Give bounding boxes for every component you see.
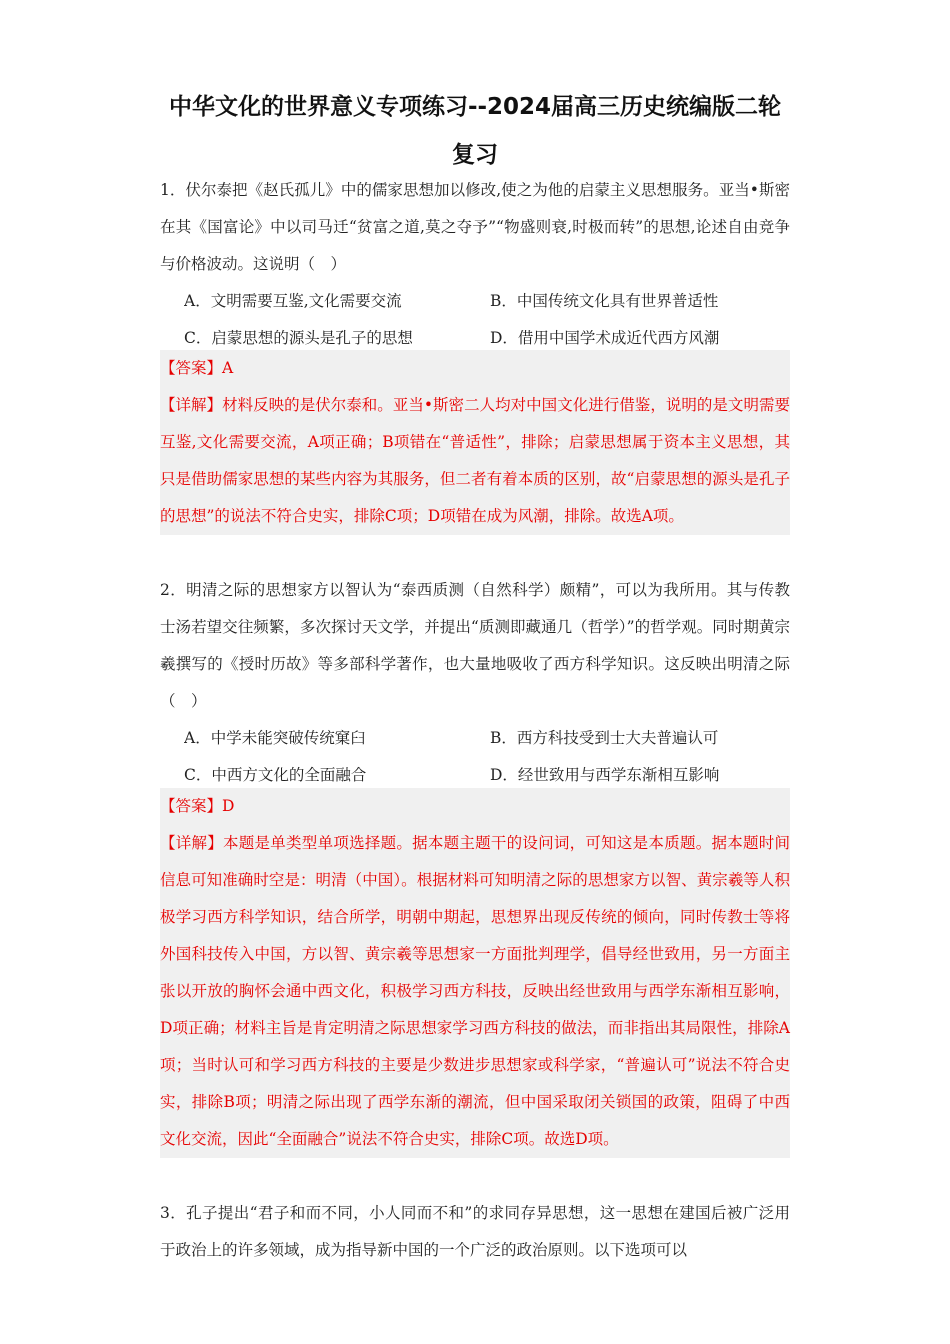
detail-text [160, 387, 790, 535]
page-title: 中华文化的世界意义专项练习--2024届高三历史统编版二轮 [168, 94, 782, 120]
answer-label: 【答案】 [160, 797, 223, 815]
detail-body: 材料反映的是伏尔泰和。亚当•斯密二人均对中国文化进行借鉴，说明的是文明需要互鉴,文化需要交流，A项正确；B项错在“普适性”，排除；启蒙思想属于资本主义思想，其只是借助儒家思想的某些内容为其服务，但二者有着本质的区别，故“启蒙思想的源头是孔子的思想”的说法不符合史实，排除C项；D项错在成为风潮，排除。故选A项。 [160, 396, 790, 525]
detail-body: 本题是单类型单项选择题。据本题主题干的设问词，可知这是本质题。据本题时间信息可知准确时空是：明清（中国）。根据材料可知明清之际的思想家方以智、黄宗羲等人积极学习西方科学知识，结合所学，明朝中期起，思想界出现反传统的倾向，同时传教士等将外国科技传入中国，方以智、黄宗羲等思想家一方面批判理学，倡导经世致用，另一方面主张以开放的胸怀会通中西文化，积极学习西方科技，反映出经世致用与西学东渐相互影响，D项正确；材料主旨是肯定明清之际思想家学习西方科技的做法，而非指出其局限性，排除A项；当时认可和学习西方科技的主要是少数进步思想家或科学家，“普遍认可”说法不符合史实，排除B项；明清之际出现了西学东渐的潮流，但中国采取闭关锁国的政策，阻碍了中西文化交流，因此“全面融合”说法不符合史实，排除C项。故选D项。 [160, 834, 790, 1148]
question-stem: 2．明清之际的思想家方以智认为“泰西质测（自然科学）颇精”，可以为我所用。其与传教士汤若望交往频繁，多次探讨天文学，并提出“质测即藏通几（哲学）”的哲学观。同时期黄宗羲撰写的《授时历故》等多部科学著作，也大量地吸收了西方科学知识。这反映出明清之际（ ） [160, 581, 790, 710]
question-2 [160, 572, 790, 794]
option-d: D．借用中国学术成近代西方风潮 [490, 329, 720, 347]
question-options [160, 720, 790, 794]
detail-text [160, 825, 790, 1158]
detail-label: 【详解】 [160, 396, 223, 414]
question-options [160, 283, 790, 357]
answer-value: D [222, 797, 235, 815]
option-c: C．中西方文化的全面融合 [184, 766, 367, 784]
answer-block-2 [160, 788, 790, 1158]
question-3 [160, 1195, 790, 1269]
option-d: D．经世致用与西学东渐相互影响 [490, 766, 720, 784]
answer-line [160, 350, 790, 387]
option-b: B．中国传统文化具有世界普适性 [490, 292, 719, 310]
option-a: A．中学未能突破传统窠臼 [184, 729, 366, 747]
answer-value: A [222, 359, 234, 377]
question-1 [160, 172, 790, 357]
page-title-continued: 复习 [452, 142, 498, 168]
question-stem: 3．孔子提出“君子和而不同，小人同而不和”的求同存异思想，这一思想在建国后被广泛用于政治上的许多领域，成为指导新中国的一个广泛的政治原则。以下选项可以 [160, 1204, 790, 1259]
answer-label: 【答案】 [160, 359, 223, 377]
detail-label: 【详解】 [160, 834, 224, 852]
option-c: C．启蒙思想的源头是孔子的思想 [184, 329, 413, 347]
option-a: A．文明需要互鉴,文化需要交流 [184, 292, 402, 310]
answer-block-1 [160, 350, 790, 535]
option-b: B．西方科技受到士大夫普遍认可 [490, 729, 719, 747]
answer-line [160, 788, 790, 825]
question-stem: 1．伏尔泰把《赵氏孤儿》中的儒家思想加以修改,使之为他的启蒙主义思想服务。亚当•斯密在其《国富论》中以司马迁“贫富之道,莫之夺予”“物盛则衰,时极而转”的思想,论述自由竞争与价格波动。这说明（ ） [160, 181, 790, 273]
